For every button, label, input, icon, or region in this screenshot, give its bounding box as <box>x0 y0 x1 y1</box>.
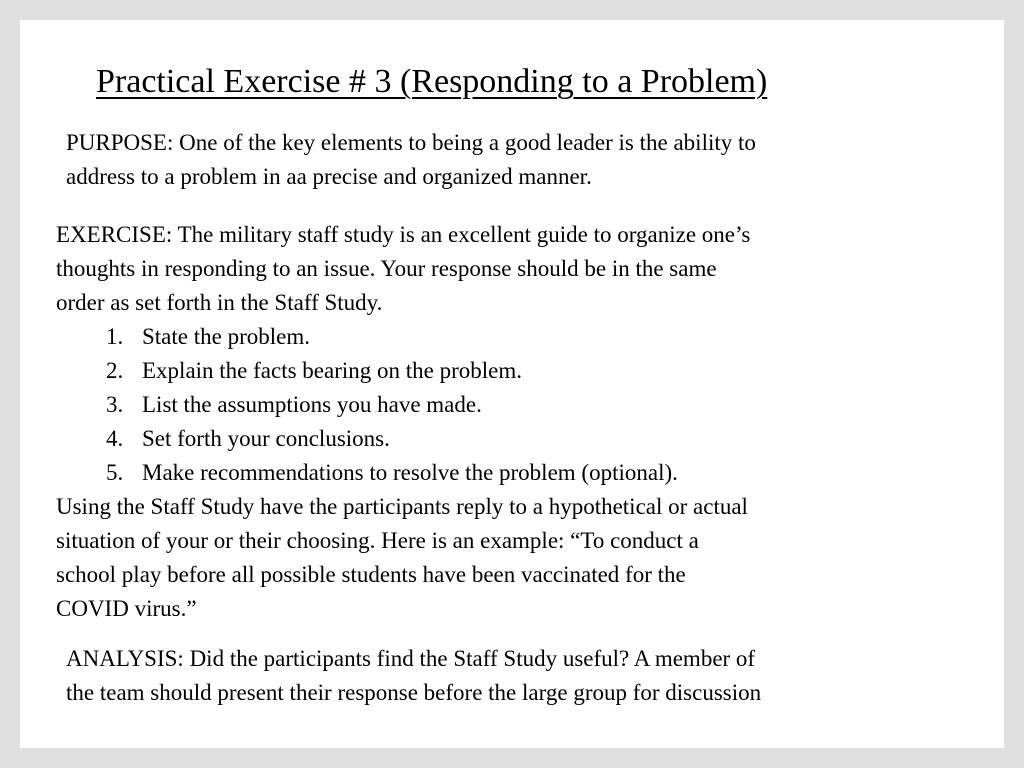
purpose-line: address to a problem in aa precise and organized manner. <box>66 164 592 189</box>
step-number: 5. <box>106 460 124 485</box>
step-text: Explain the facts bearing on the problem. <box>142 358 523 383</box>
slide <box>20 20 1004 748</box>
exercise-outro-line: COVID virus.” <box>56 596 197 621</box>
exercise-outro-line: school play before all possible students have been vaccinated for the <box>56 562 686 587</box>
step-number: 4. <box>106 426 124 451</box>
step-text: State the problem. <box>142 324 310 349</box>
step-number: 2. <box>106 358 124 383</box>
exercise-outro-line: situation of your or their choosing. Here is an example: “To conduct a <box>56 528 699 553</box>
staff-study-steps <box>56 320 956 490</box>
exercise-section <box>56 218 956 626</box>
slide-title: Practical Exercise # 3 (Responding to a Problem) <box>96 63 768 100</box>
purpose-line: PURPOSE: One of the key elements to being a good leader is the ability to <box>66 130 756 155</box>
analysis-line: the team should present their response before the large group for discussion <box>66 680 762 705</box>
analysis-line: ANALYSIS: Did the participants find the Staff Study useful? A member of <box>66 646 756 671</box>
analysis-paragraph <box>66 642 966 710</box>
step-number: 3. <box>106 392 124 417</box>
step-number: 1. <box>106 324 124 349</box>
step-item <box>56 456 956 490</box>
step-item <box>56 422 956 456</box>
exercise-intro-line: order as set forth in the Staff Study. <box>56 290 383 315</box>
step-text: Make recommendations to resolve the problem (optional). <box>142 460 678 485</box>
exercise-intro-line: EXERCISE: The military staff study is an excellent guide to organize one’s <box>56 222 751 247</box>
exercise-outro-line: Using the Staff Study have the participants reply to a hypothetical or actual <box>56 494 748 519</box>
purpose-paragraph <box>66 126 966 194</box>
step-text: Set forth your conclusions. <box>142 426 390 451</box>
step-text: List the assumptions you have made. <box>142 392 482 417</box>
step-item <box>56 354 956 388</box>
step-item <box>56 388 956 422</box>
exercise-intro-line: thoughts in responding to an issue. Your response should be in the same <box>56 256 717 281</box>
step-item <box>56 320 956 354</box>
